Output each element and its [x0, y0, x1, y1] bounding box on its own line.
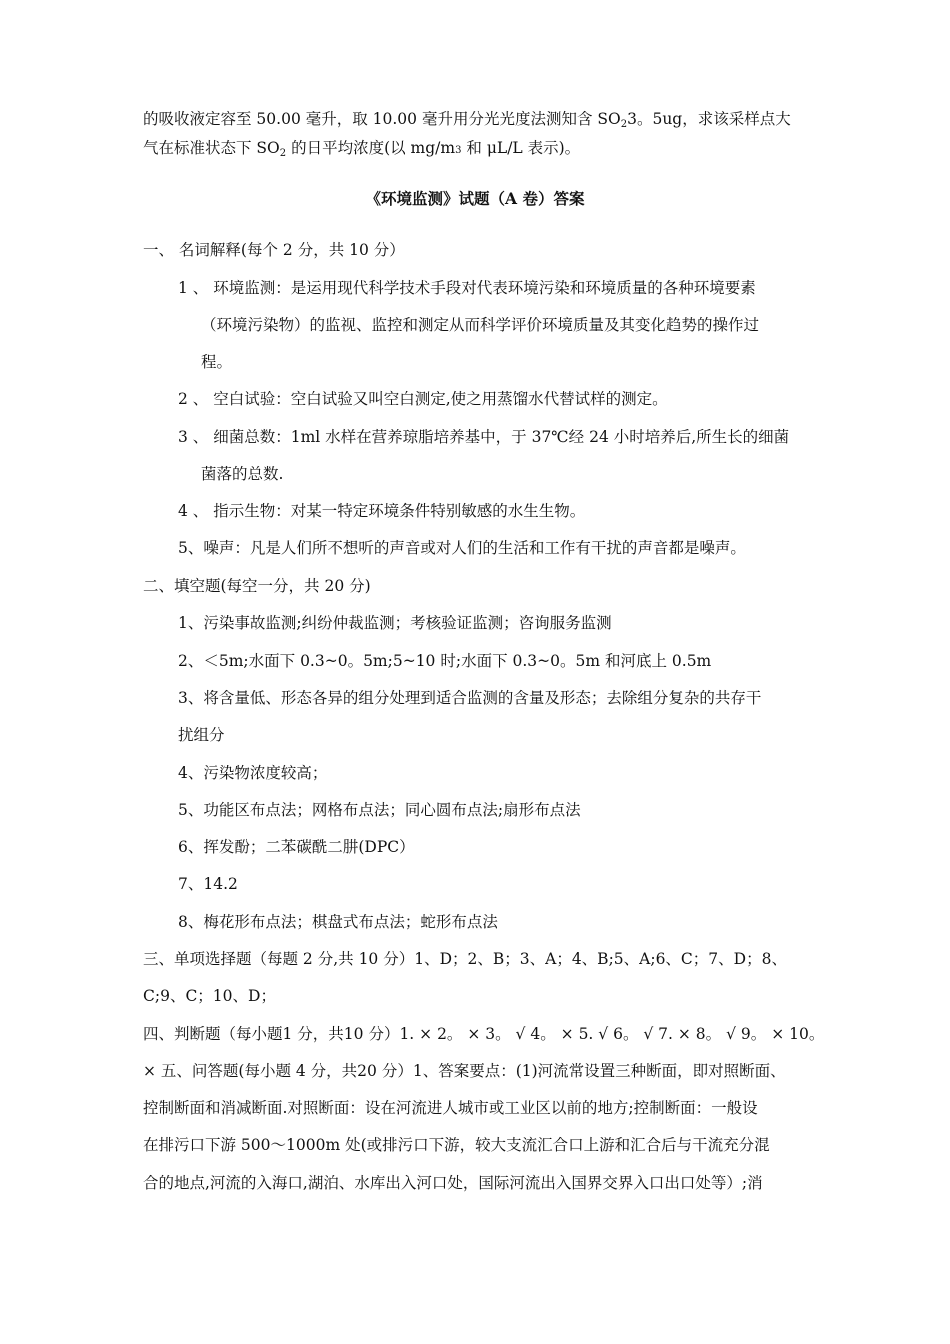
subscript: 2	[620, 119, 628, 130]
intro-text: 和 μL/L 表示)。	[461, 139, 581, 157]
section2-item3-line2: 扰组分	[178, 726, 225, 744]
section3-line2: C;9、C；10、D；	[143, 987, 276, 1005]
subscript: 2	[279, 148, 287, 159]
section2-item3-line1: 3、将含量低、形态各异的组分处理到适合监测的含量及形态；去除组分复杂的共存干	[178, 689, 762, 707]
section5-line1: × 五、问答题(每小题 4 分，共20 分）1、答案要点：(1)河流常设置三种断面，即对照断面、	[143, 1062, 786, 1080]
unit-exponent: 3	[455, 145, 462, 156]
section4-line1: 四、判断题（每小题1 分，共10 分）1. × 2。 × 3。 √ 4。 × 5. √ 6。 √ 7. × 8。 √ 9。 × 10。	[143, 1025, 825, 1043]
intro-text: 气在标准状态下 SO	[143, 139, 280, 157]
section2-item5: 5、功能区布点法；网格布点法；同心圆布点法;扇形布点法	[178, 801, 581, 819]
section1-item3-line1: 3 、 细菌总数：1ml 水样在营养琼脂培养基中，于 37℃经 24 小时培养后,所生长的细菌	[178, 428, 790, 446]
section1-item1-line3: 程。	[201, 353, 233, 371]
section2-item4: 4、污染物浓度较高；	[178, 764, 328, 782]
section2-item1: 1、污染事故监测;纠纷仲裁监测；考核验证监测；咨询服务监测	[178, 614, 612, 632]
section1-item1-line2: （环境污染物）的监视、监控和测定从而科学评价环境质量及其变化趋势的操作过	[201, 316, 760, 334]
section3-line1: 三、单项选择题（每题 2 分,共 10 分）1、D；2、B；3、A；4、B;5、A;6、C；7、D；8、	[143, 950, 787, 968]
intro-text: 的日平均浓度(以 mg/m	[286, 139, 456, 157]
section1-item3-line2: 菌落的总数.	[201, 465, 284, 483]
section1-heading: 一、 名词解释(每个 2 分，共 10 分）	[143, 241, 405, 259]
section1-item1-line1: 1 、 环境监测：是运用现代科学技术手段对代表环境污染和环境质量的各种环境要素	[178, 279, 756, 297]
section2-item7: 7、14.2	[178, 875, 238, 893]
section1-item2: 2 、 空白试验：空白试验又叫空白测定,使之用蒸馏水代替试样的测定。	[178, 390, 668, 408]
section2-item8: 8、梅花形布点法；棋盘式布点法；蛇形布点法	[178, 913, 498, 931]
section2-heading: 二、填空题(每空一分，共 20 分)	[143, 577, 371, 595]
section5-line3: 在排污口下游 500～1000m 处(或排污口下游，较大支流汇合口上游和汇合后与干流充分混	[143, 1136, 770, 1154]
section2-item2: 2、＜5m;水面下 0.3~0。5m;5~10 时;水面下 0.3~0。5m 和河底上 0.5m	[178, 652, 712, 670]
section5-line2: 控制断面和消减断面.对照断面：设在河流进人城市或工业区以前的地方;控制断面：一般设	[143, 1099, 758, 1117]
section1-item4: 4 、 指示生物：对某一特定环境条件特别敏感的水生生物。	[178, 502, 586, 520]
intro-text: 3。5ug，求该采样点大	[627, 110, 791, 128]
section5-line4: 合的地点,河流的入海口,湖泊、水库出入河口处，国际河流出入国界交界入口出口处等）;消	[143, 1174, 763, 1192]
section2-item6: 6、挥发酚；二苯碳酰二肼(DPC）	[178, 838, 415, 856]
intro-line-1	[143, 108, 813, 130]
intro-text: 的吸收液定容至 50.00 毫升，取 10.00 毫升用分光光度法测知含 SO	[143, 110, 621, 128]
answer-title: 《环境监测》试题（A 卷）答案	[365, 189, 585, 208]
intro-line-2	[143, 137, 813, 162]
section1-item5: 5、噪声：凡是人们所不想听的声音或对人们的生活和工作有干扰的声音都是噪声。	[178, 539, 746, 557]
